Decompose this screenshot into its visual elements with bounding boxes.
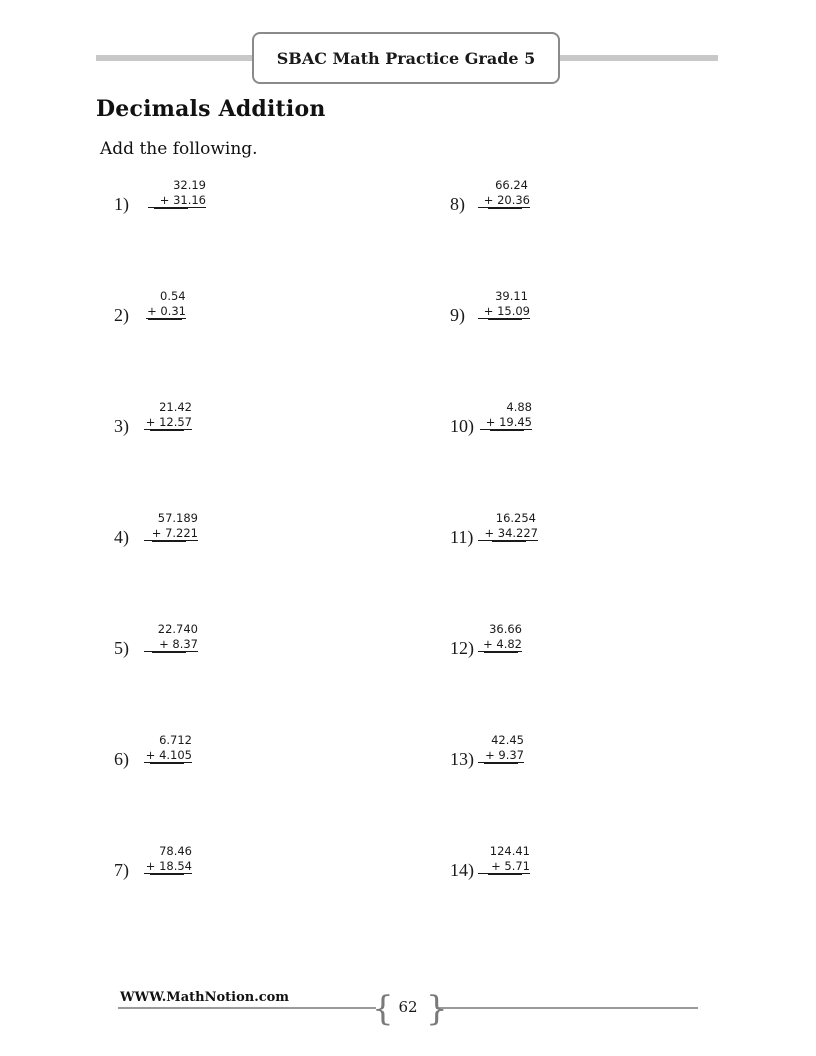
problem-number: 3) [114, 416, 129, 436]
problem-number: 12) [450, 638, 474, 658]
top-operand: 0.54 [160, 289, 186, 303]
problem-7 [112, 844, 212, 904]
bottom-operand: + 5.71 [478, 859, 530, 874]
bottom-operand: + 20.36 [478, 193, 530, 208]
answer-line [488, 208, 522, 209]
footer-website: WWW.MathNotion.com [120, 990, 290, 1005]
top-operand: 36.66 [489, 622, 522, 636]
answer-line [148, 319, 182, 320]
instructions: Add the following. [100, 139, 258, 159]
problem-number: 13) [450, 749, 474, 769]
bottom-operand: + 18.54 [145, 859, 192, 873]
answer-line [150, 874, 184, 875]
answer-line [492, 541, 526, 542]
book-title-box [252, 32, 560, 84]
problem-8 [448, 178, 558, 238]
bottom-operand: + 7.221 [144, 526, 198, 541]
problem-12 [448, 622, 558, 682]
problem-11 [448, 511, 558, 571]
problem-number: 4) [114, 527, 129, 547]
footer-rule-left [118, 1007, 376, 1009]
bottom-operand: + 0.31 [147, 304, 186, 318]
problem-number: 9) [450, 305, 465, 325]
problem-9 [448, 289, 558, 349]
problem-13 [448, 733, 558, 793]
right-brace-icon: } [426, 989, 448, 1029]
answer-line [150, 763, 184, 764]
answer-line [484, 652, 518, 653]
top-operand: 78.46 [159, 844, 192, 858]
bottom-operand: + 9.37 [478, 748, 524, 763]
top-operand: 57.189 [157, 511, 198, 525]
answer-line [152, 541, 186, 542]
answer-line [488, 874, 522, 875]
header-rule-left [96, 55, 254, 61]
bottom-operand: + 34.227 [478, 526, 538, 541]
answer-line [150, 430, 184, 431]
book-title: SBAC Math Practice Grade 5 [276, 48, 536, 68]
top-operand: 16.254 [495, 511, 536, 525]
problem-number: 6) [114, 749, 129, 769]
problem-number: 5) [114, 638, 129, 658]
problem-number: 11) [450, 527, 474, 547]
bottom-operand: + 19.45 [480, 415, 532, 430]
problem-number: 2) [114, 305, 129, 325]
problem-6 [112, 733, 212, 793]
header-rule-right [560, 55, 718, 61]
bottom-operand: + 12.57 [145, 415, 192, 429]
bottom-operand: + 8.37 [144, 637, 198, 652]
top-operand: 42.45 [491, 733, 524, 747]
top-operand: 66.24 [495, 178, 528, 192]
answer-line [484, 763, 518, 764]
page-number: 62 [398, 998, 418, 1016]
answer-line [152, 652, 186, 653]
bottom-operand: + 31.16 [148, 193, 206, 208]
problem-4 [112, 511, 212, 571]
bottom-operand: + 4.105 [145, 748, 192, 762]
answer-line [488, 319, 522, 320]
problem-10 [448, 400, 558, 460]
top-operand: 22.740 [157, 622, 198, 636]
top-operand: 32.19 [173, 178, 206, 192]
problem-1 [112, 178, 212, 238]
problem-3 [112, 400, 212, 460]
top-operand: 6.712 [159, 733, 192, 747]
problem-number: 8) [450, 194, 465, 214]
bottom-operand: + 4.82 [478, 637, 522, 652]
problem-2 [112, 289, 212, 349]
problem-number: 7) [114, 860, 129, 880]
top-operand: 39.11 [495, 289, 528, 303]
bottom-operand: + 15.09 [478, 304, 530, 319]
left-brace-icon: { [372, 989, 394, 1029]
section-title: Decimals Addition [96, 96, 326, 122]
problem-number: 10) [450, 416, 474, 436]
top-operand: 124.41 [489, 844, 530, 858]
answer-line [490, 430, 524, 431]
footer-rule-right [436, 1007, 698, 1009]
problem-number: 14) [450, 860, 474, 880]
top-operand: 21.42 [159, 400, 192, 414]
answer-line [154, 208, 188, 209]
top-operand: 4.88 [506, 400, 532, 414]
problem-14 [448, 844, 558, 904]
problem-number: 1) [114, 194, 129, 214]
problem-5 [112, 622, 212, 682]
